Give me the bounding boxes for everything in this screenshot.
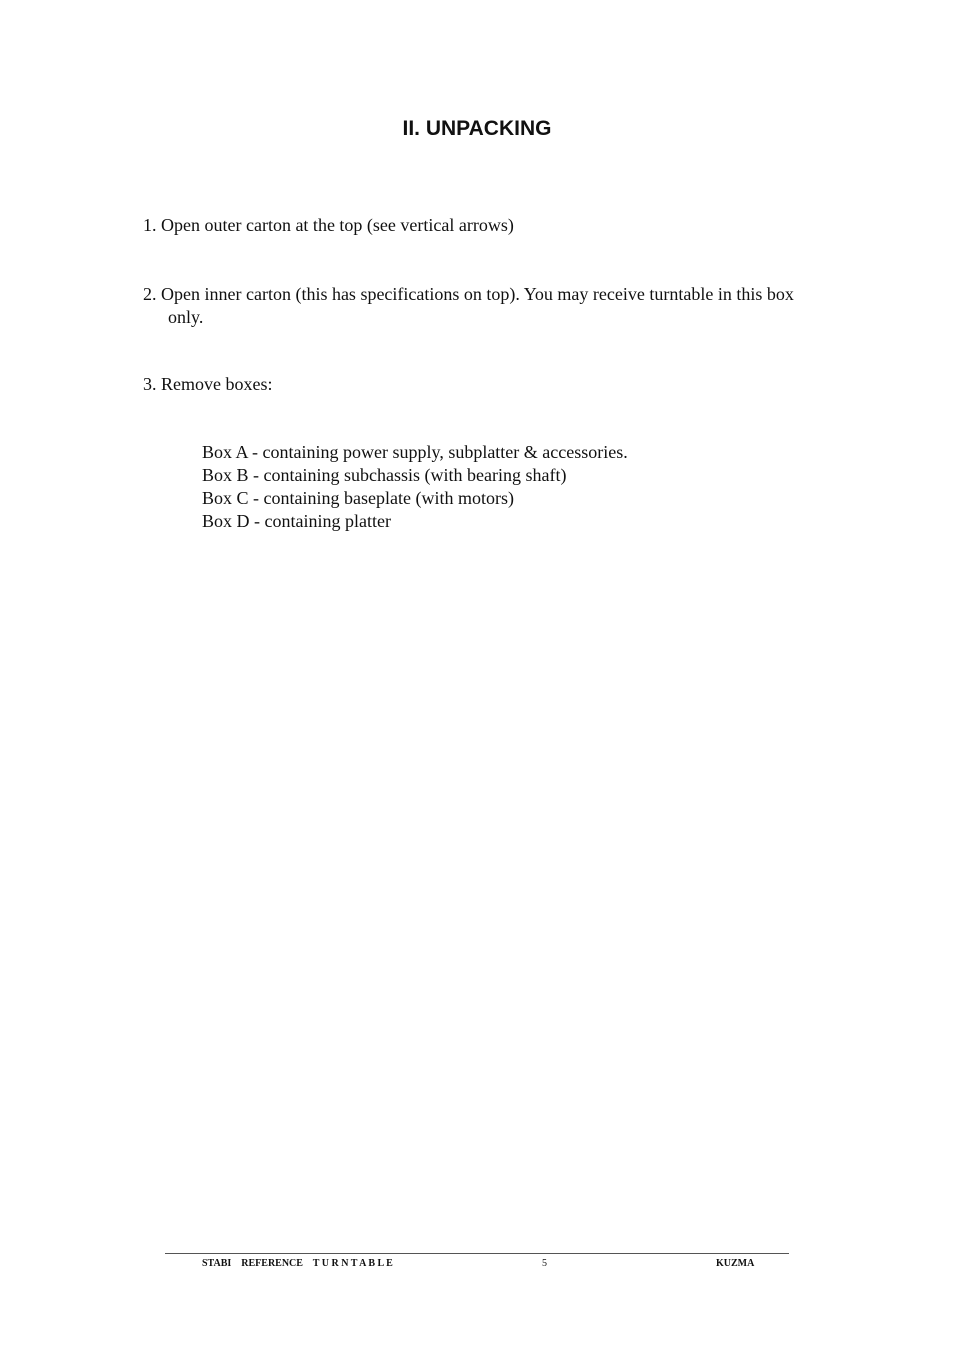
list-item-box-a: Box A - containing power supply, subplatter & accessories.	[202, 442, 628, 462]
list-item-box-c: Box C - containing baseplate (with motors)	[202, 488, 514, 508]
step-open-outer-carton: 1. Open outer carton at the top (see vertical arrows)	[143, 215, 514, 235]
list-item-box-b: Box B - containing subchassis (with bearing shaft)	[202, 465, 567, 485]
list-item-box-d: Box D - containing platter	[202, 511, 391, 531]
footer-product-name: STABI REFERENCE T U R N T A B L E	[202, 1258, 393, 1269]
page-title: II. UNPACKING	[402, 117, 552, 140]
footer-page-number: 5	[542, 1258, 547, 1269]
footer-divider	[165, 1253, 789, 1254]
footer-brand: KUZMA	[716, 1258, 755, 1269]
step-open-inner-carton: 2. Open inner carton (this has specifications on top). You may receive turntable in this box only.	[143, 284, 794, 327]
step-remove-boxes: 3. Remove boxes:	[143, 374, 273, 394]
box-list	[202, 441, 628, 533]
